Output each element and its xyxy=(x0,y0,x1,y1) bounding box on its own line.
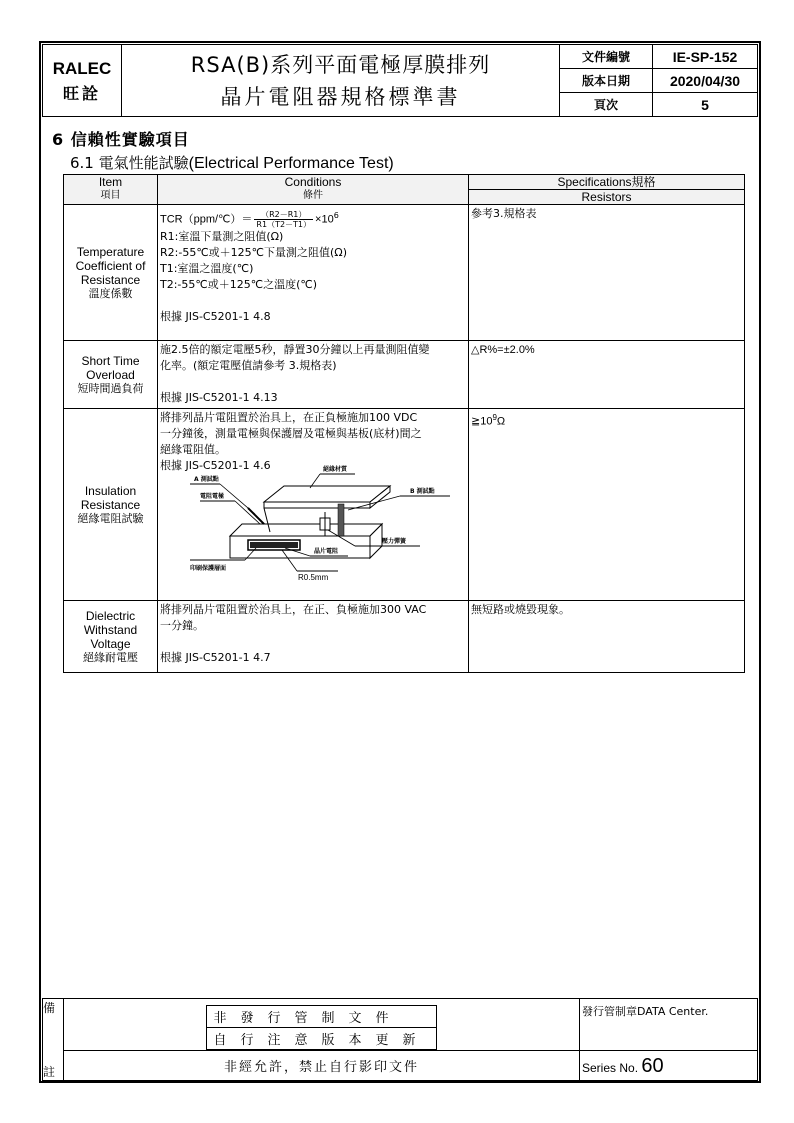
subsection-title-zh: 6.1 電氣性能試驗 xyxy=(70,154,189,172)
standard-reference: 根據 JIS-C5201-1 4.13 xyxy=(160,391,278,404)
label-protect-layer: 印刷保護層面 xyxy=(190,565,227,572)
stamp-row-1: 非發行管制文件 xyxy=(207,1006,436,1028)
spec-unit: Ω xyxy=(496,415,506,428)
item-cell xyxy=(64,205,158,341)
spec-exponent: 9 xyxy=(492,413,497,422)
col-header-conditions xyxy=(158,175,469,205)
item-name-zh: 溫度係數 xyxy=(88,286,133,300)
condition-line: 將排列晶片電阻置於治具上，在正負極施加100 VDC xyxy=(160,411,418,424)
uncontrolled-stamp xyxy=(206,1005,436,1050)
conditions-cell xyxy=(158,205,469,341)
series-number xyxy=(580,1051,758,1081)
label-insulator: 絕緣材質 xyxy=(323,466,348,473)
condition-line: R2:-55℃或＋125℃下量測之阻值(Ω) xyxy=(160,246,348,260)
spec-cell xyxy=(469,409,745,601)
col-header-conditions-zh: 條件 xyxy=(303,190,323,201)
condition-line: 施2.5倍的額定電壓5秒，靜置30分鐘以上再量測阻值變 xyxy=(160,343,430,356)
tcr-formula-exponent: 6 xyxy=(333,211,339,220)
remark-label-top: 備 xyxy=(43,999,64,1051)
tcr-formula-fraction xyxy=(254,210,313,229)
label-chip: 晶片電阻 xyxy=(314,548,339,555)
leader-electrode-diag xyxy=(235,501,260,524)
doc-number-value: IE-SP-152 xyxy=(653,45,758,69)
standard-reference: 根據 JIS-C5201-1 4.6 xyxy=(160,459,271,472)
document-title-line2: 晶片電阻器規格標準書 xyxy=(220,84,461,109)
version-date-value: 2020/04/30 xyxy=(653,69,758,93)
item-name-zh: 絕緣耐電壓 xyxy=(83,650,138,664)
col-header-spec xyxy=(469,175,745,205)
standard-reference: 根據 JIS-C5201-1 4.7 xyxy=(160,651,271,664)
item-name-line: Voltage xyxy=(90,636,131,651)
table-row xyxy=(64,409,745,601)
conditions-cell xyxy=(158,601,469,673)
section-title: 6 信賴性實驗項目 xyxy=(52,130,190,149)
col-header-item xyxy=(64,175,158,205)
item-name-line: Temperature xyxy=(76,244,145,259)
series-value: 60 xyxy=(641,1055,664,1077)
tcr-formula xyxy=(160,208,466,229)
col-header-conditions-en: Conditions xyxy=(284,175,342,189)
item-cell xyxy=(64,601,158,673)
item-cell xyxy=(64,341,158,409)
version-date-label: 版本日期 xyxy=(560,69,653,93)
item-name-line: Coefficient of xyxy=(75,258,146,273)
item-name-line: Withstand xyxy=(83,622,138,637)
condition-line: 絕緣電阻值。 xyxy=(160,443,226,456)
subsection-title xyxy=(70,152,394,173)
subsection-title-en: (Electrical Performance Test) xyxy=(188,155,394,172)
item-name-line: Insulation xyxy=(84,483,137,498)
document-title-block xyxy=(122,45,560,117)
spec-cell: 無短路或燒毀現象。 xyxy=(469,601,745,673)
condition-line: 將排列晶片電阻置於治具上，在正、負極施加300 VAC xyxy=(160,603,427,616)
item-name-line: Dielectric xyxy=(85,608,136,623)
page-number-value: 5 xyxy=(653,93,758,117)
company-block xyxy=(43,45,122,117)
tcr-denominator: R1（T2－T1） xyxy=(256,220,312,230)
item-cell xyxy=(64,409,158,601)
page-number-label: 頁次 xyxy=(560,93,653,117)
fixture-base-top xyxy=(230,524,382,536)
label-radius: R0.5mm xyxy=(298,573,329,582)
item-name-zh: 短時間過負荷 xyxy=(77,381,144,395)
company-name-en: RALEC xyxy=(52,58,112,78)
issuer-stamp: 發行管制章DATA Center. xyxy=(580,999,758,1051)
stamp-cell xyxy=(64,999,580,1051)
standard-reference: 根據 JIS-C5201-1 4.8 xyxy=(160,310,271,324)
item-name-zh: 絕緣電阻試驗 xyxy=(77,511,144,525)
spec-cell: △R%=±2.0% xyxy=(469,341,745,409)
doc-number-label: 文件編號 xyxy=(560,45,653,69)
series-label: Series No. xyxy=(582,1061,639,1075)
item-name-line: Overload xyxy=(86,367,135,382)
reliability-test-table xyxy=(63,174,745,673)
conditions-cell xyxy=(158,409,469,601)
condition-line: R1:室溫下量測之阻值(Ω) xyxy=(160,230,284,244)
spec-prefix: ≧10 xyxy=(471,415,493,428)
insulation-test-fixture-diagram xyxy=(160,466,460,586)
chip-resistor xyxy=(250,542,298,548)
condition-line: 化率。(額定電壓值請參考 3.規格表) xyxy=(160,359,337,372)
condition-line: 一分鐘後，測量電極與保護層及電極與基板(底材)間之 xyxy=(160,427,422,440)
insulator-front xyxy=(264,502,370,508)
condition-line: T1:室溫之溫度(℃) xyxy=(160,262,254,276)
table-row xyxy=(64,341,745,409)
probe-b xyxy=(338,504,344,536)
tcr-formula-suffix: ×10 xyxy=(315,213,334,226)
label-test-point-b: B 測試點 xyxy=(410,488,435,495)
insulator-top xyxy=(264,486,390,502)
item-name-line: Short Time xyxy=(81,353,140,368)
remark-label-bottom: 註 xyxy=(43,1051,64,1081)
document-title-line1: RSA(B)系列平面電極厚膜排列 xyxy=(190,52,491,77)
tcr-numerator: （R2－R1） xyxy=(254,210,313,220)
condition-line: T2:-55℃或＋125℃之溫度(℃) xyxy=(160,278,318,292)
spec-cell: 參考3.規格表 xyxy=(469,205,745,341)
label-test-point-a: A 測試點 xyxy=(194,476,219,483)
table-row xyxy=(64,601,745,673)
company-name-zh: 旺詮 xyxy=(62,83,101,103)
table-header-row xyxy=(64,175,745,205)
col-header-spec-label: Specifications規格 xyxy=(557,175,656,189)
col-header-item-zh: 項目 xyxy=(100,190,121,201)
label-spring: 壓力彈簧 xyxy=(382,538,407,545)
conditions-cell xyxy=(158,341,469,409)
item-name-line: Resistance xyxy=(80,497,141,512)
copy-warning: 非經允許，禁止自行影印文件 xyxy=(64,1051,580,1081)
tcr-formula-prefix: TCR（ppm/℃）＝ xyxy=(160,213,253,226)
document-footer xyxy=(42,998,758,1081)
document-header xyxy=(42,44,758,117)
col-header-item-en: Item xyxy=(98,175,123,189)
leader-a-diag xyxy=(220,484,255,514)
label-electrode: 電阻電極 xyxy=(200,493,225,500)
table-row xyxy=(64,205,745,341)
stamp-row-2: 自行注意版本更新 xyxy=(207,1028,436,1050)
col-header-spec-sub: Resistors xyxy=(469,189,744,204)
item-name-line: Resistance xyxy=(80,272,141,287)
condition-line: 一分鐘。 xyxy=(160,619,204,632)
